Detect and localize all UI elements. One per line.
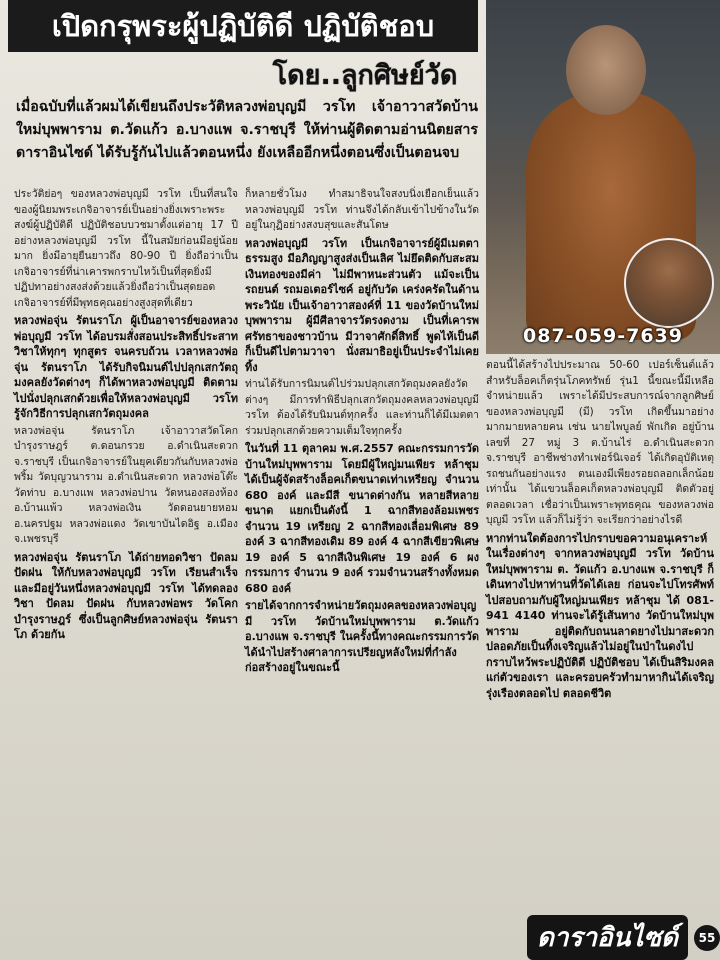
col3-paragraph-2: หากท่านใดต้องการไปกราบขอความอนุเคราะห์ในเรื่องต่างๆ จากหลวงพ่อบุญมี วรโท วัดบ้านใหม่บุพพาราม ต. วัดแก้ว อ.บางแพ จ.ราชบุรี ก็เดินทางไปหาท่านที่วัดได้เลย ก่อนจะไปโทรศัพท์ไปสอบถามกับผู้ใหญ่มนเพียร หล้าชุม ได้ 081-941 4140 ท่านจะได้รู้เส้นทาง วัดบ้านใหม่บุพพาราม อยู่ติดกับถนนลาดยางไปมาสะดวกปลอดภัยเป็นทิ้งเจริญแล้วไม่อยู่ในป่าในดงไปกราบไหว้พระปฏิบัติดี ปฏิบัติชอบ ได้เป็นสิริมงคลแก่ตัวของเรา และครอบครัวทำมาหากินได้เจริญรุ่งเรืองตลอดไป ตลอดชีวิต	[486, 531, 714, 700]
byline	[250, 56, 480, 92]
headline-text: เปิดกรุพระผู้ปฏิบัติดี ปฏิบัติชอบ	[51, 9, 435, 43]
col2-paragraph-2: หลวงพ่อบุญมี วรโท เป็นเกจิอาจารย์ผู้มีเมตตาธรรมสูง มีอภิญญาสูงส่งเป็นเลิศ ไม่ยึดติดกับสะสมเงินทองของมีค่า ไม่มีพาหนะส่วนตัว แม้จะเป็นรถยนต์ รถมอเตอร์ไซค์ อยู่กับวัด เคร่งครัดในด้านพระวินัย เป็นเจ้าอาวาสองค์ที่ 11 ของวัดบ้านใหม่บุพพาราม ผู้มีศีลาจารวัตรงดงาม เป็นที่เคารพศรัทธาของชาวบ้าน มีวาจาศักดิ์สิทธิ์ พูดไห้เป็นดี ก็เป็นดีไปตามวาจา นั่งสมาธิอยู่เป็นประจำไม่เคยทิ้ง	[245, 236, 479, 374]
byline-text: โดย..ลูกศิษย์วัด	[272, 59, 458, 91]
col2-paragraph-3: ท่านได้รับการนิมนต์ไปร่วมปลุกเสกวัตถุมงคลยังวัดต่างๆ มีการทำพิธีปลุกเสกวัตถุมงคลหลวงพ่อบุญมี วรโท ต้องได้รับนิมนต์ทุกครั้ง และท่านก็ได้มีเมตตาร่วมปลุกเสกด้วยความเต็มใจทุกครั้ง	[245, 378, 479, 437]
phone-number: 087-059-7639	[523, 325, 683, 347]
col1-paragraph-4: หลวงพ่อจุ่น รัตนราโภ ได้ถ่ายทอดวิชา ปัดลม ปัดฝน ให้กับหลวงพ่อบุญมี วรโท เรียนสำเร็จ และมีอยู่วันหนึ่งหลวงพ่อบุญมี วรโท ได้ทดลองวิชา ปัดลม ปัดฝน กับหลวงพ่อพร วัดโคกบำรุงราษฎร์ ซึ่งเป็นลูกศิษย์หลวงพ่อจุ่น รัตนราโภ ด้วยกัน	[14, 550, 238, 641]
col1-paragraph-1: ประวัติย่อๆ ของหลวงพ่อบุญมี วรโท เป็นที่สนใจของผู้นิยมพระเกจิอาจารย์เป็นอย่างยิ่งเพราะพระสงฆ์ผู้ปฏิบัติดี ปฏิบัติชอบบวชมาตั้งแต่อายุ 17 ปี อย่างหลวงพ่อบุญมี วรโท นี้ในสมัยก่อนมีอยู่น้อยมาก ยิ่งมีอายุยืนยาวถึง 80-90 ปี ยิ่งถือว่าเป็นเกจิอาจารย์ที่น่าเคารพกราบไหว้เป็นที่สุดยิ่งมีปฏิปทาอย่างสงส่งด้วยแล้วยิ่งถือว่าเป็นสุดยอดเกจิอาจารย์ที่มีพุทธคุณอย่างสูงสุดที่เดียว	[14, 188, 238, 309]
col3-paragraph-1: ตอนนี้ได้สร้างไปประมาณ 50-60 เปอร์เซ็นต์แล้ว สำหรับล็อคเก็ตรุ่นโภคทรัพย์ รุ่น1 นี้ขณะนี้มีเหลือจำหน่ายแล้ว เพราะได้มีประสบการณ์จากลูกศิษย์ของหลวงพ่อบุญมี (มี) วรโท เกิดขึ้นมาอย่างมากมายหลายคน เช่น นายไพบูลย์ พักเกิด อยู่บ้านเลขที่ 27 หมู่ 3 ต.บ้านไร่ อ.ดำเนินสะดวก จ.ราชบุรี อาชีพช่างทำเฟอร์นิเจอร์ ได้เกิดอุบัติเหตุรถชนกันอย่างแรง ตนเองมีเพียงรอยถลอกเล็กน้อยเท่านั้น ได้แขวนล็อคเก็ตหลวงพ่อบุญมี ติดตัวอยู่ตลอดเวลา เชื่อว่าเป็นเพราะพุทธคุณ ของหลวงพ่อบุญมี วรโท แล้วก็ไม่รู้ว่า จะเรียกว่าอย่างไรดี	[486, 359, 714, 526]
headline-banner	[8, 0, 478, 52]
col2-paragraph-1: ก็หลายชั่วโมง ทำสมาธิจนใจสงบนิ่งเยือกเย็นแล้ว หลวงพ่อบุญมี วรโท ท่านจึงได้กลับเข้าไปข้างในวัดอยู่ในกุฏิอย่างสงบสุขและสันโดษ	[245, 188, 479, 231]
inset-portrait	[624, 238, 714, 328]
monk-head-shape	[566, 25, 646, 115]
col2-paragraph-5: รายได้จากการจำหน่ายวัตถุมงคลของหลวงพ่อบุญมี วรโท วัดบ้านใหม่บุพพาราม ต.วัดแก้ว อ.บางแพ จ.ราชบุรี ในครั้งนี้ทางคณะกรรมการวัดได้นำไปสร้างศาลาการเปรียญหลังใหม่ที่กำลังก่อสร้างอยู่ในขณะนี้	[245, 599, 479, 674]
column-middle	[245, 187, 479, 678]
col2-paragraph-4: ในวันที่ 11 ตุลาคม พ.ศ.2557 คณะกรรมการวัดบ้านใหม่บุพพาราม โดยมีผู้ใหญ่มนเพียร หล้าชุม ได้เป็นผู้จัดสร้างล็อคเก็ตขนาดเท่าเหรียญ จำนวน 680 องค์ และมีสี ขนาดต่างกัน หลายสีหลายขนาด แยกเป็นดังนี้ 1 ฉากสีทองล้อมเพชร จำนวน 19 เหรียญ 2 ฉากสีทองเลื่อมพิเศษ 89 องค์ 3 ฉากสีทองเดิม 89 องค์ 4 ฉากสีเขียวพิเศษ 19 องค์ 5 ฉากสีเงินพิเศษ 19 องค์ 6 ผงกรรมการ จำนวน 9 องค์ รวมจำนวนสร้างทั้งหมด 680 องค์	[245, 442, 479, 595]
monk-photo	[486, 0, 720, 354]
page-footer	[470, 915, 720, 960]
column-right	[486, 358, 714, 703]
phone-banner	[486, 324, 720, 348]
col1-paragraph-3: หลวงพ่อจุ่น รัตนราโภ เจ้าอาวาสวัดโคกบำรุงราษฎร์ ต.ดอนกรวย อ.ดำเนินสะดวก จ.ราชบุรี เป็นเกจิอาจารย์ในยุคเดียวกันกับหลวงพ่อพริ้ม วัดบุญวนาราม อ.ดำเนินสะดวก หลวงพ่อโต๊ะ วัดท่าบ อ.บางแพ หลวงพ่อปาน วัดหนองสองห้อง อ.บ้านแพ้ว หลวงพ่อเงิน วัดดอนยายหอม อ.นครปฐม หลวงพ่อแดง วัดเขาบันไดอิฐ อ.เมือง จ.เพชรบุรี	[14, 424, 238, 545]
magazine-brand: ดาราอินไซด์	[527, 915, 688, 960]
intro-paragraph: เมื่อฉบับที่แล้วผมได้เขียนถึงประวัติหลวงพ่อบุญมี วรโท เจ้าอาวาสวัดบ้านใหม่บุพพาราม ต.วัดแก้ว อ.บางแพ จ.ราชบุรี ให้ท่านผู้ติดตามอ่านนิตยสารดาราอินไซด์ ได้รับรู้กันไปแล้วตอนหนึ่ง ยังเหลืออีกหนึ่งตอนซึ่งเป็นตอนจบ	[16, 99, 478, 161]
page-number: 55	[694, 925, 720, 951]
column-left	[14, 187, 238, 645]
col1-paragraph-2: หลวงพ่อจุ่น รัตนราโภ ผู้เป็นอาจารย์ของหลวงพ่อบุญมี วรโท ได้อบรมสั่งสอนประสิทธิ์ประสาทวิชาให้ทุกๆ ทุกสูตร จนครบถ้วน เวลาหลวงพ่อจุ่น รัตนราโภ ได้รับกิจนิมนต์ไปปลุกเสกวัตถุมงคลยังวัดต่างๆ ก็ได้พาหลวงพ่อบุญมี ติดตามไปนั่งปลุกเสกด้วยเพื่อให้หลวงพ่อบุญมี วรโท รู้จักวิธีการปลุกเสกวัตถุมงคล	[14, 314, 238, 420]
